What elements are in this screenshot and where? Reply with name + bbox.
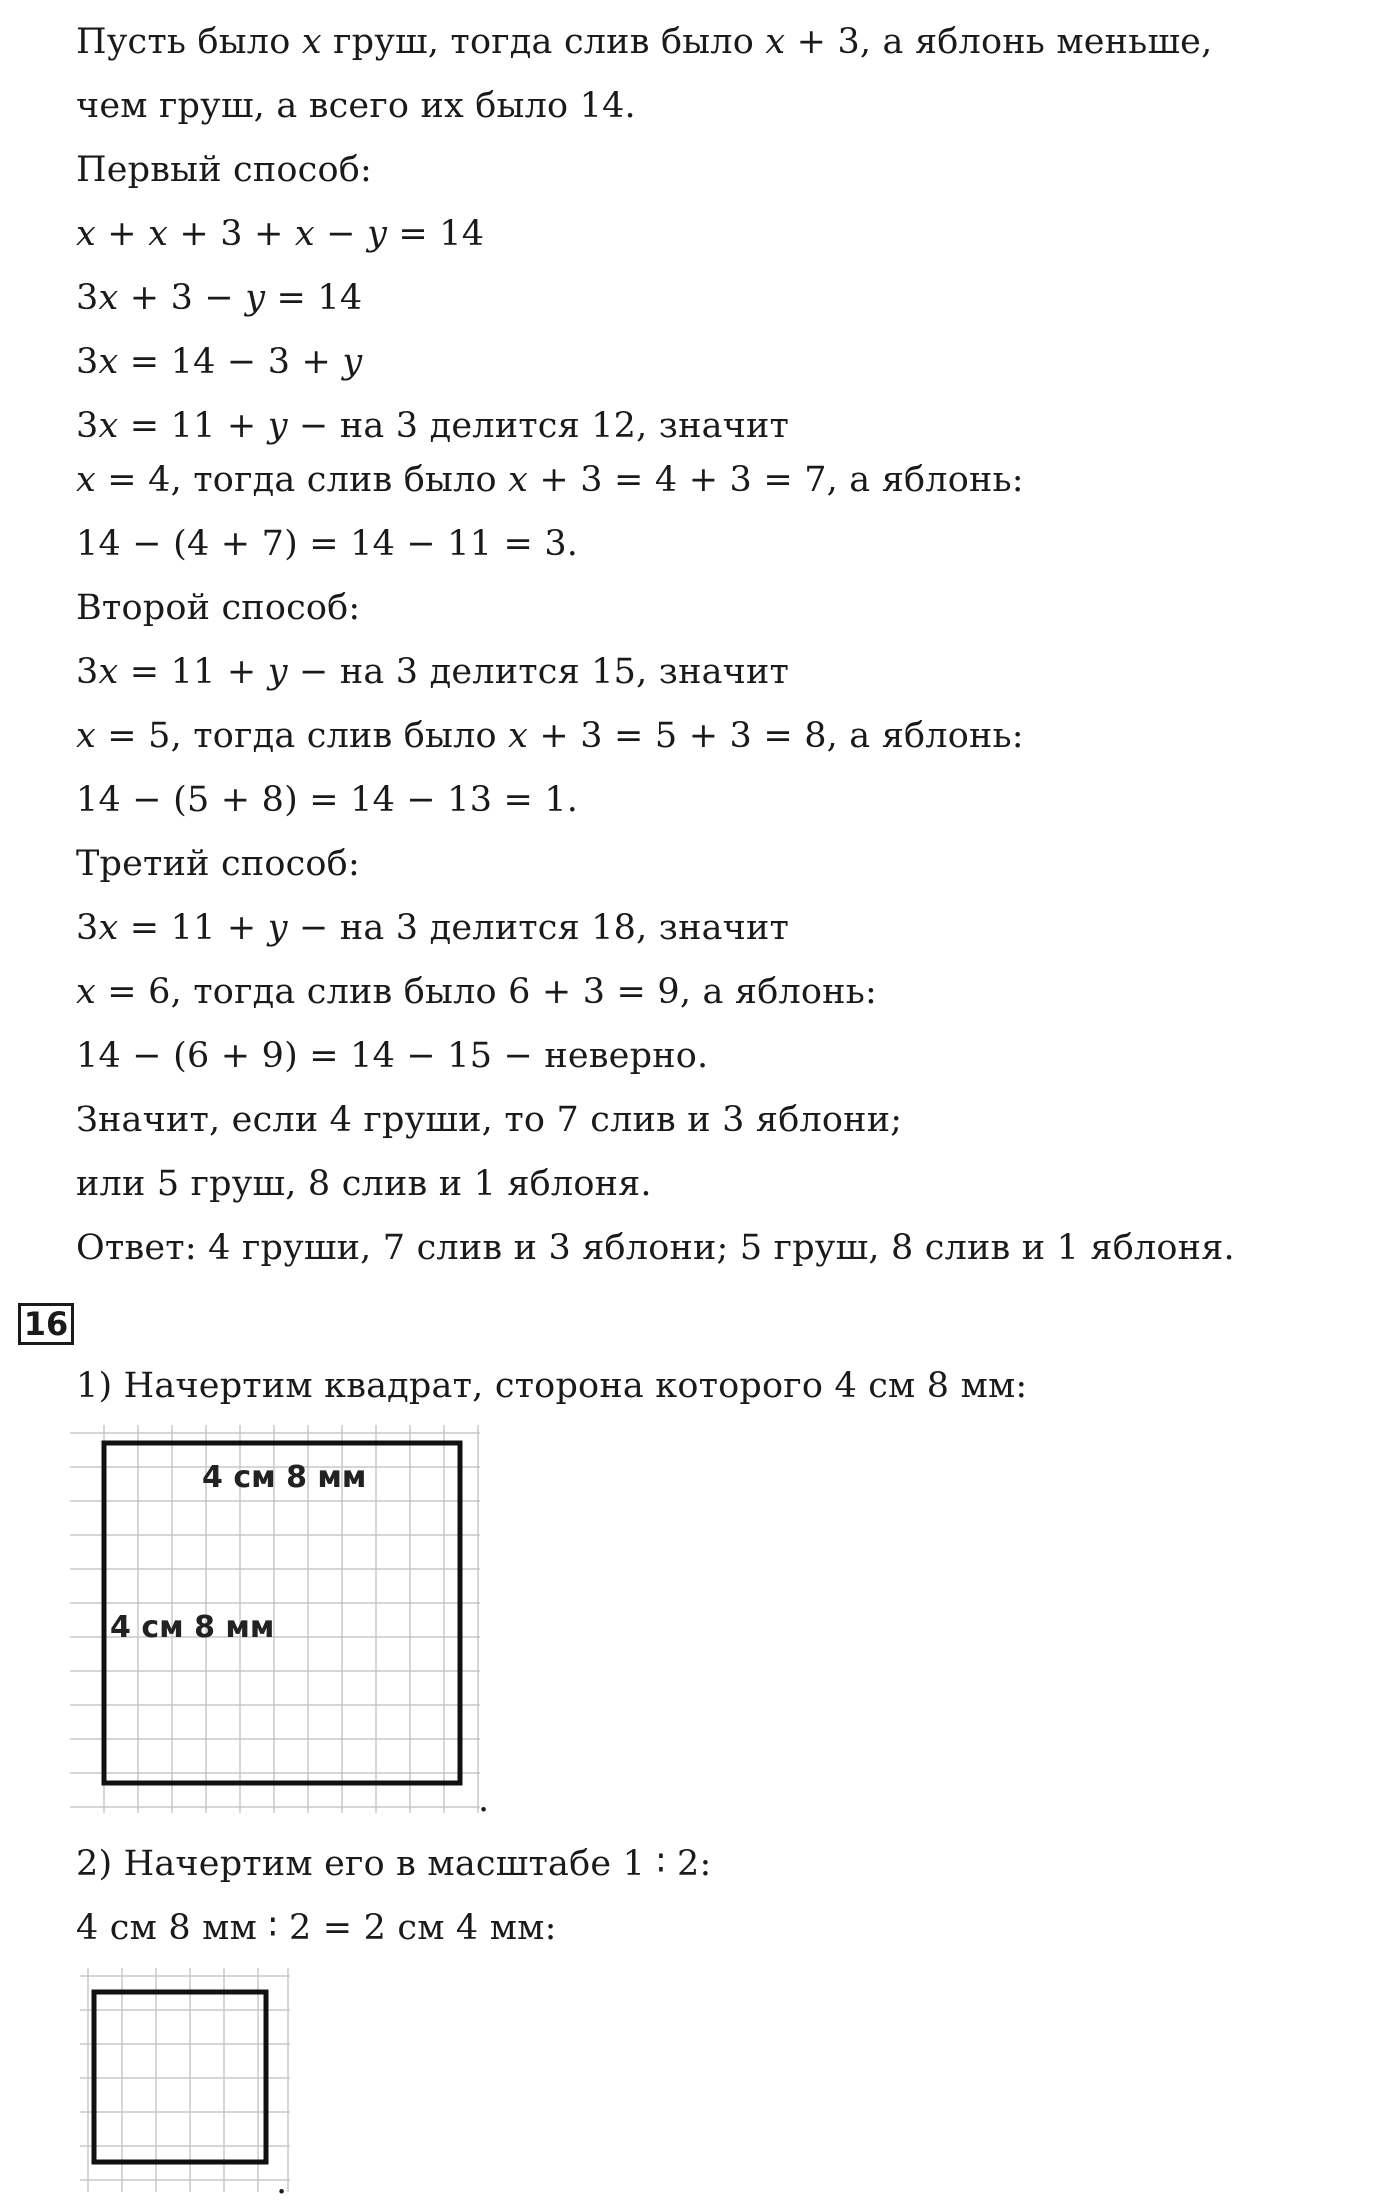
section-heading: Третий способ: (76, 844, 360, 884)
equation-line: 3x = 11 + y − на 3 делится 15, значит (76, 652, 790, 692)
text-line: Пусть было x груш, тогда слив было x + 3, а яблонь меньше, (76, 22, 1213, 62)
grid-lines (80, 1968, 290, 2192)
equation-line: 3x = 14 − 3 + y (76, 342, 363, 382)
top-side-label: 4 см 8 мм (202, 1460, 367, 1495)
equation-line: 14 − (6 + 9) = 14 − 15 − неверно. (76, 1036, 709, 1076)
text-line: чем груш, а всего их было 14. (76, 86, 636, 126)
conclusion-line: или 5 груш, 8 слив и 1 яблоня. (76, 1164, 652, 1204)
equation-line: 14 − (4 + 7) = 14 − 11 = 3. (76, 524, 579, 564)
equation-line: x = 6, тогда слив было 6 + 3 = 9, а яблонь: (76, 972, 877, 1012)
task-number-badge: 16 (18, 1303, 74, 1345)
figure-period: . (276, 2162, 288, 2202)
square-figure-scaled (80, 1968, 300, 2192)
step-calculation: 4 см 8 мм ∶ 2 = 2 см 4 мм: (76, 1908, 557, 1948)
equation-line: 14 − (5 + 8) = 14 − 13 = 1. (76, 780, 579, 820)
section-heading: Второй способ: (76, 588, 361, 628)
equation-line: x + x + 3 + x − y = 14 (76, 214, 485, 254)
answer-line: Ответ: 4 груши, 7 слив и 3 яблони; 5 груш, 8 слив и 1 яблоня. (76, 1228, 1235, 1268)
equation-line: 3x + 3 − y = 14 (76, 278, 363, 318)
step-text: 2) Начертим его в масштабе 1 ∶ 2: (76, 1844, 712, 1884)
figure-period: . (478, 1780, 490, 1820)
step-text: 1) Начертим квадрат, сторона которого 4 см 8 мм: (76, 1366, 1028, 1406)
equation-line: 3x = 11 + y − на 3 делится 18, значит (76, 908, 790, 948)
equation-line: x = 4, тогда слив было x + 3 = 4 + 3 = 7, а яблонь: (76, 460, 1024, 500)
equation-line: x = 5, тогда слив было x + 3 = 5 + 3 = 8, а яблонь: (76, 716, 1024, 756)
section-heading: Первый способ: (76, 150, 372, 190)
left-side-label: 4 см 8 мм (110, 1610, 275, 1645)
equation-line: 3x = 11 + y − на 3 делится 12, значит (76, 406, 790, 446)
conclusion-line: Значит, если 4 груши, то 7 слив и 3 яблони; (76, 1100, 903, 1140)
square-figure-full-size (70, 1425, 490, 1815)
scaled-square-outline (94, 1992, 266, 2162)
